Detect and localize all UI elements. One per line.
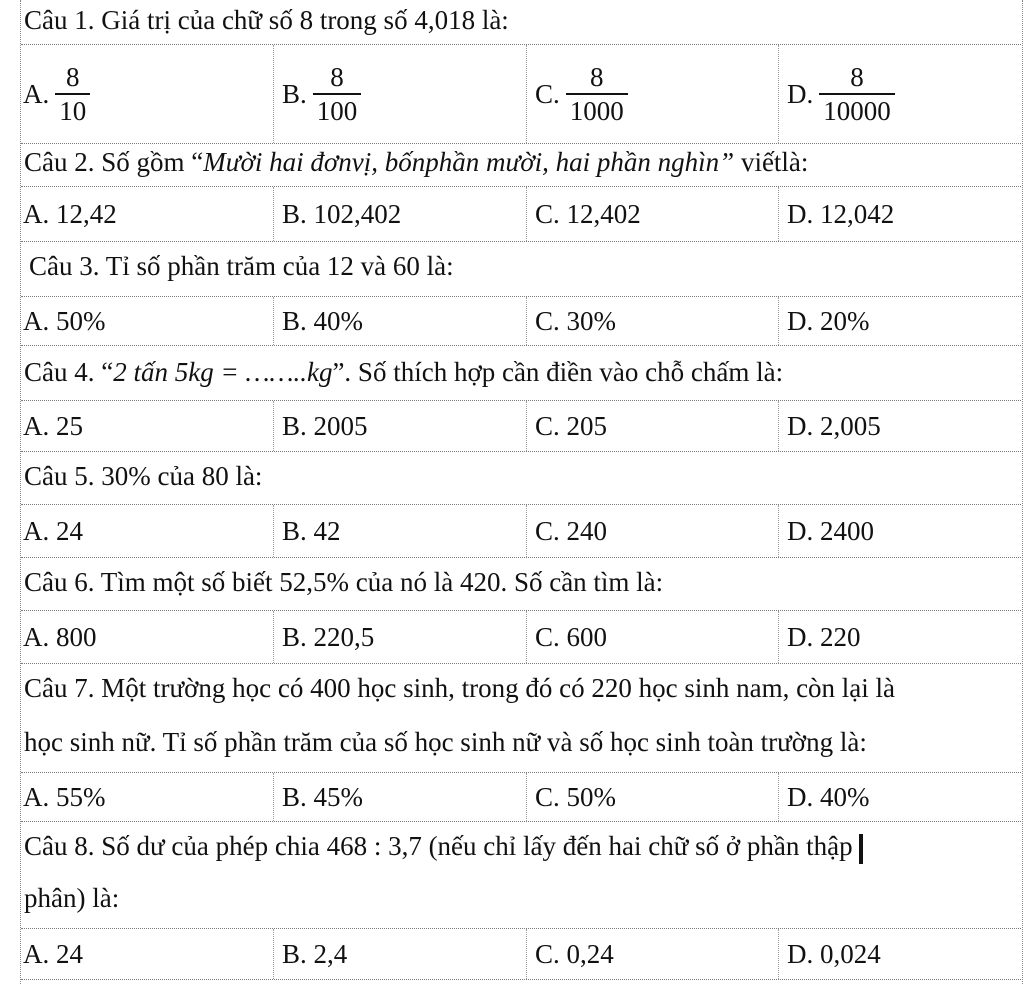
option-a[interactable]: A. 55% (23, 781, 106, 812)
option-c[interactable]: C. 50% (526, 773, 778, 821)
option-letter: D. (787, 78, 814, 109)
question-3-options (21, 296, 1021, 346)
option-a[interactable]: A. 12,42 (23, 198, 117, 229)
question-1-options (21, 44, 1021, 144)
quiz-sheet (20, 0, 1021, 984)
question-7-text-line-1: Câu 7. Một trường học có 400 học sinh, trong đó có 220 học sinh nam, còn lại là (24, 673, 896, 703)
question-2-options (21, 186, 1021, 242)
option-b[interactable]: B. 220,5 (273, 611, 526, 663)
question-6-options (21, 610, 1021, 664)
fraction-numerator: 8 (66, 61, 80, 92)
option-c[interactable]: C. 0,24 (526, 929, 778, 979)
fraction-denominator: 100 (313, 93, 362, 125)
question-4-italic: 2 tấn 5kg = ……..kg (113, 357, 333, 387)
option-a[interactable]: A. 50% (23, 305, 106, 336)
option-c[interactable]: C. 12,402 (526, 187, 778, 241)
option-a[interactable] (21, 45, 273, 143)
question-2-text (21, 142, 1021, 182)
fraction-numerator: 8 (330, 61, 344, 92)
option-d[interactable]: D. 40% (778, 773, 1021, 821)
option-b[interactable]: B. 2,4 (273, 929, 526, 979)
option-b[interactable]: B. 42 (273, 505, 526, 557)
option-b[interactable]: B. 2005 (273, 401, 526, 451)
option-c[interactable]: C. 30% (526, 297, 778, 345)
question-1-text: Câu 1. Giá trị của chữ số 8 trong số 4,018 là: (24, 5, 509, 35)
option-d[interactable]: D. 0,024 (778, 929, 1021, 979)
option-b[interactable]: B. 102,402 (273, 187, 526, 241)
fraction-denominator: 10000 (819, 93, 895, 125)
option-a[interactable]: A. 800 (23, 621, 97, 652)
question-4-suffix: ”. Số thích hợp cần điền vào chỗ chấm là: (332, 357, 784, 387)
question-5-options (21, 504, 1021, 558)
question-2-suffix: viếtlà: (734, 147, 809, 177)
question-4-prefix: Câu 4. “ (24, 357, 114, 387)
option-c[interactable]: C. 205 (526, 401, 778, 451)
option-a[interactable]: A. 25 (23, 410, 83, 441)
option-b[interactable]: B. 40% (273, 297, 526, 345)
fraction-denominator: 1000 (566, 93, 628, 125)
question-8-line-1-text: Câu 8. Số dư của phép chia 468 : 3,7 (nếu chỉ lấy đến hai chữ số ở phần thập (24, 831, 853, 861)
fraction (55, 63, 90, 126)
question-4-options (21, 400, 1021, 452)
option-letter: C. (535, 78, 560, 109)
option-d[interactable]: D. 12,042 (778, 187, 1021, 241)
option-d[interactable]: D. 2,005 (778, 401, 1021, 451)
question-2-prefix: Câu 2. Số gồm “ (24, 147, 204, 177)
question-8-text-line-1 (21, 826, 1021, 866)
option-letter: B. (282, 78, 307, 109)
question-7-text-line-2: học sinh nữ. Tỉ số phần trăm của số học sinh nữ và số học sinh toàn trường là: (24, 727, 867, 757)
fraction (819, 63, 895, 126)
question-6-text: Câu 6. Tìm một số biết 52,5% của nó là 420. Số cần tìm là: (24, 567, 664, 597)
option-d[interactable] (778, 45, 1021, 143)
option-d[interactable]: D. 20% (778, 297, 1021, 345)
option-b[interactable]: B. 45% (273, 773, 526, 821)
fraction (566, 63, 628, 126)
question-3-text: Câu 3. Tỉ số phần trăm của 12 và 60 là: (29, 251, 454, 281)
question-5-text: Câu 5. 30% của 80 là: (24, 461, 263, 491)
fraction (313, 63, 362, 126)
fraction-denominator: 10 (55, 93, 90, 125)
question-4-text (21, 352, 1021, 392)
option-d[interactable]: D. 2400 (778, 505, 1021, 557)
option-b[interactable] (273, 45, 526, 143)
option-a[interactable]: A. 24 (23, 515, 83, 546)
option-d[interactable]: D. 220 (778, 611, 1021, 663)
option-letter: A. (23, 78, 50, 109)
fraction-numerator: 8 (850, 61, 864, 92)
option-c[interactable] (526, 45, 778, 143)
text-cursor (859, 834, 863, 864)
question-7-options (21, 772, 1021, 822)
fraction-numerator: 8 (590, 61, 604, 92)
question-2-italic: Mười hai đơnvị, bốnphần mười, hai phần nghìn” (203, 147, 735, 177)
option-c[interactable]: C. 240 (526, 505, 778, 557)
option-a[interactable]: A. 24 (23, 938, 83, 969)
question-8-text-line-2: phân) là: (24, 883, 120, 913)
question-8-options (21, 928, 1021, 980)
option-c[interactable]: C. 600 (526, 611, 778, 663)
